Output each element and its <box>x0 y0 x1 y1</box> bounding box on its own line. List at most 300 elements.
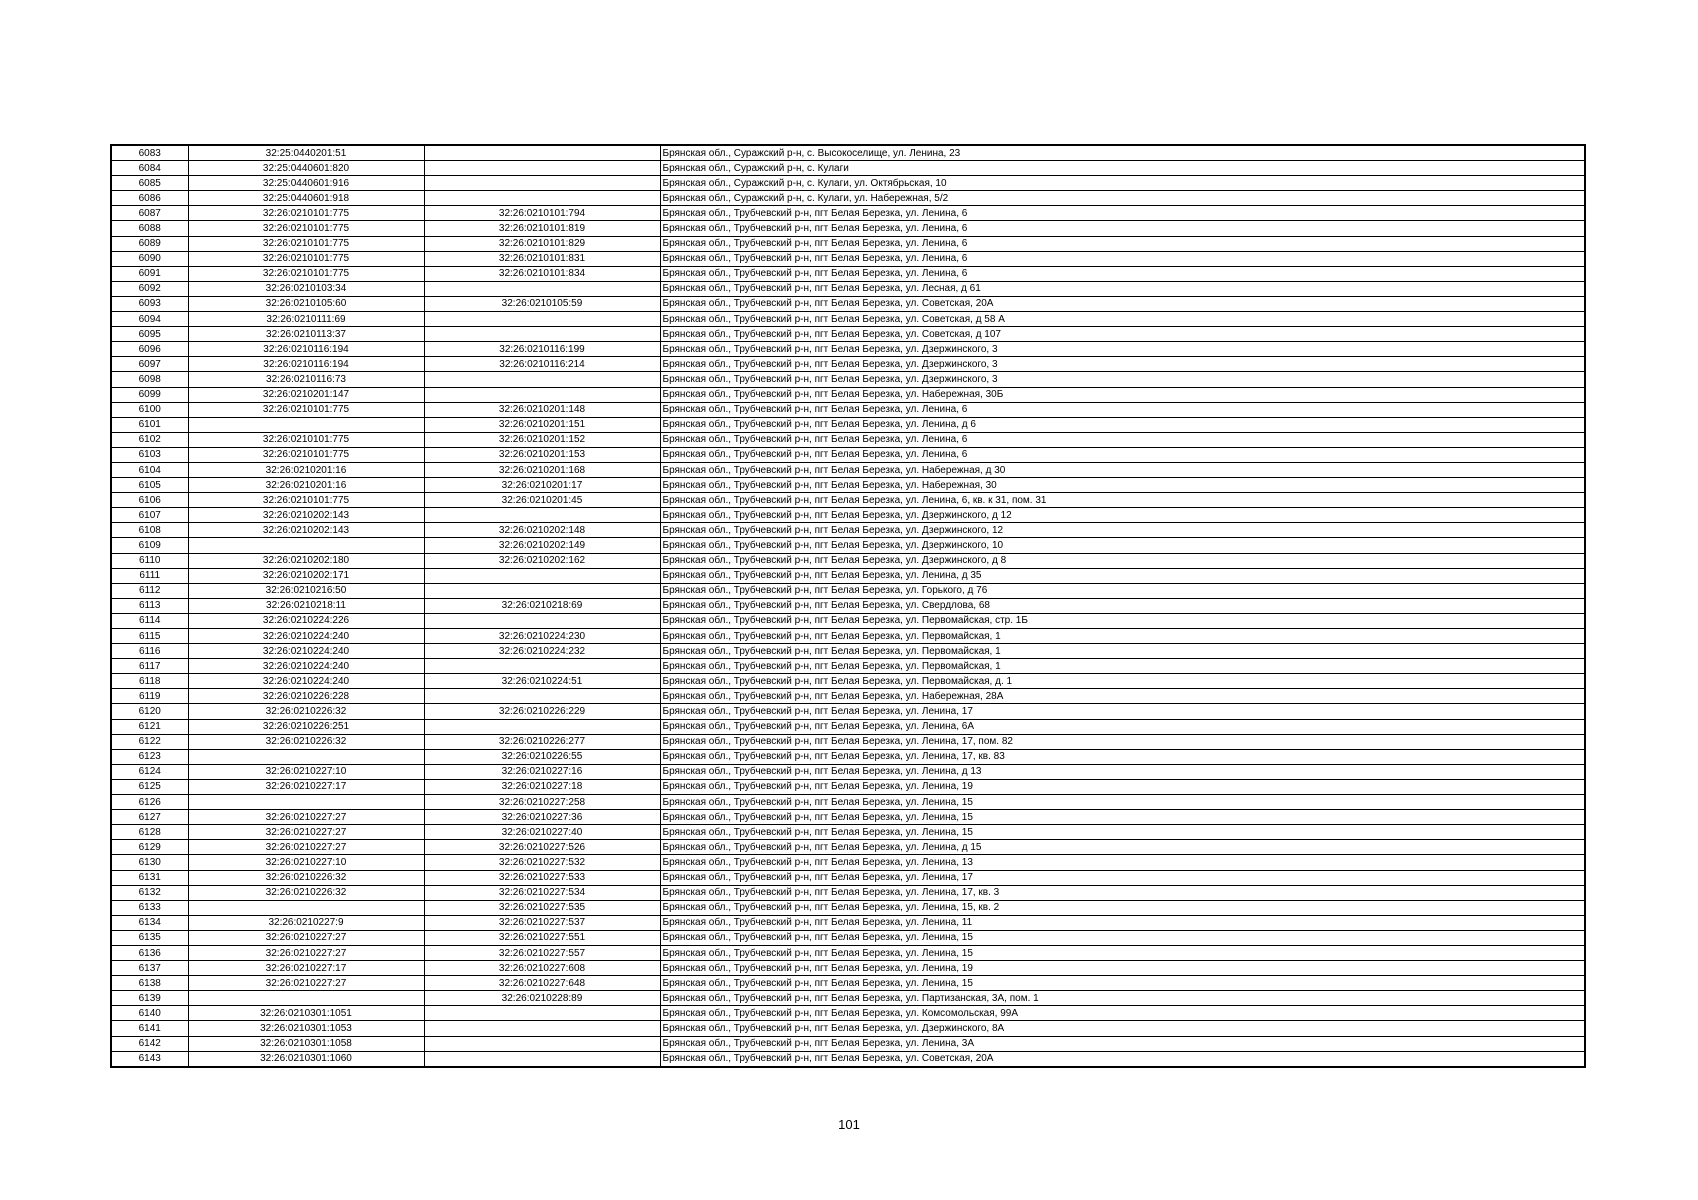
table-row <box>111 825 1585 840</box>
row-number-cell: 6112 <box>111 583 188 598</box>
cadastral-number-cell: 32:26:0210202:143 <box>188 523 424 538</box>
table-row <box>111 145 1585 161</box>
cadastral-number-cell: 32:26:0210101:775 <box>188 493 424 508</box>
cadastral-number-cell: 32:26:0210226:32 <box>188 734 424 749</box>
address-cell: Брянская обл., Трубчевский р-н, пгт Белая Березка, ул. Первомайская, стр. 1Б <box>660 613 1585 628</box>
table-row <box>111 629 1585 644</box>
table-row <box>111 674 1585 689</box>
row-number-cell: 6124 <box>111 764 188 779</box>
cadastral-number-cell: 32:25:0440201:51 <box>188 145 424 161</box>
cadastral-number-cell: 32:26:0210103:34 <box>188 281 424 296</box>
cadastral-number-cell: 32:26:0210301:1053 <box>188 1021 424 1036</box>
address-cell: Брянская обл., Трубчевский р-н, пгт Белая Березка, ул. Ленина, 17, кв. 3 <box>660 885 1585 900</box>
cadastral-number-cell: 32:26:0210111:69 <box>188 312 424 327</box>
related-cadastral-number-cell <box>424 176 660 191</box>
cadastral-number-cell: 32:26:0210101:775 <box>188 447 424 462</box>
table-row <box>111 764 1585 779</box>
address-cell: Брянская обл., Трубчевский р-н, пгт Белая Березка, ул. Ленина, 6 <box>660 402 1585 417</box>
related-cadastral-number-cell: 32:26:0210227:36 <box>424 810 660 825</box>
table-row <box>111 779 1585 794</box>
table-row <box>111 236 1585 251</box>
cadastral-number-cell: 32:25:0440601:820 <box>188 161 424 176</box>
related-cadastral-number-cell: 32:26:0210201:148 <box>424 402 660 417</box>
row-number-cell: 6119 <box>111 689 188 704</box>
related-cadastral-number-cell: 32:26:0210218:69 <box>424 598 660 613</box>
address-cell: Брянская обл., Трубчевский р-н, пгт Белая Березка, ул. Ленина, 11 <box>660 915 1585 930</box>
row-number-cell: 6133 <box>111 900 188 915</box>
cadastral-number-cell: 32:26:0210202:180 <box>188 553 424 568</box>
cadastral-number-cell: 32:26:0210101:775 <box>188 432 424 447</box>
related-cadastral-number-cell: 32:26:0210228:89 <box>424 991 660 1006</box>
row-number-cell: 6117 <box>111 659 188 674</box>
cadastral-number-cell: 32:26:0210227:10 <box>188 764 424 779</box>
table-row <box>111 583 1585 598</box>
table-row <box>111 885 1585 900</box>
address-cell: Брянская обл., Трубчевский р-н, пгт Белая Березка, ул. Ленина, д 6 <box>660 417 1585 432</box>
address-cell: Брянская обл., Трубчевский р-н, пгт Белая Березка, ул. Партизанская, 3А, пом. 1 <box>660 991 1585 1006</box>
address-cell: Брянская обл., Трубчевский р-н, пгт Белая Березка, ул. Советская, д 107 <box>660 327 1585 342</box>
row-number-cell: 6140 <box>111 1006 188 1021</box>
related-cadastral-number-cell: 32:26:0210202:149 <box>424 538 660 553</box>
cadastral-number-cell: 32:26:0210224:240 <box>188 629 424 644</box>
address-cell: Брянская обл., Трубчевский р-н, пгт Белая Березка, ул. Дзержинского, 10 <box>660 538 1585 553</box>
related-cadastral-number-cell <box>424 689 660 704</box>
cadastral-number-cell: 32:26:0210116:194 <box>188 357 424 372</box>
related-cadastral-number-cell: 32:26:0210227:535 <box>424 900 660 915</box>
related-cadastral-number-cell <box>424 1021 660 1036</box>
related-cadastral-number-cell: 32:26:0210116:214 <box>424 357 660 372</box>
related-cadastral-number-cell: 32:26:0210227:608 <box>424 961 660 976</box>
row-number-cell: 6106 <box>111 493 188 508</box>
row-number-cell: 6132 <box>111 885 188 900</box>
related-cadastral-number-cell: 32:26:0210226:277 <box>424 734 660 749</box>
cadastral-number-cell: 32:26:0210101:775 <box>188 251 424 266</box>
related-cadastral-number-cell: 32:26:0210101:834 <box>424 266 660 281</box>
cadastral-number-cell: 32:26:0210224:240 <box>188 659 424 674</box>
cadastral-number-cell <box>188 991 424 1006</box>
address-cell: Брянская обл., Трубчевский р-н, пгт Белая Березка, ул. Ленина, д 35 <box>660 568 1585 583</box>
address-cell: Брянская обл., Суражский р-н, с. Кулаги, ул. Октябрьская, 10 <box>660 176 1585 191</box>
cadastral-number-cell: 32:26:0210226:228 <box>188 689 424 704</box>
related-cadastral-number-cell <box>424 387 660 402</box>
table-row <box>111 538 1585 553</box>
cadastral-number-cell: 32:26:0210101:775 <box>188 206 424 221</box>
related-cadastral-number-cell: 32:26:0210116:199 <box>424 342 660 357</box>
row-number-cell: 6141 <box>111 1021 188 1036</box>
table-row <box>111 795 1585 810</box>
address-cell: Брянская обл., Трубчевский р-н, пгт Белая Березка, ул. Лесная, д 61 <box>660 281 1585 296</box>
address-cell: Брянская обл., Трубчевский р-н, пгт Белая Березка, ул. Ленина, 15 <box>660 825 1585 840</box>
row-number-cell: 6137 <box>111 961 188 976</box>
table-row <box>111 1051 1585 1067</box>
cadastral-table <box>110 144 1586 1068</box>
row-number-cell: 6102 <box>111 432 188 447</box>
address-cell: Брянская обл., Суражский р-н, с. Кулаги <box>660 161 1585 176</box>
address-cell: Брянская обл., Трубчевский р-н, пгт Белая Березка, ул. Ленина, д 13 <box>660 764 1585 779</box>
cadastral-number-cell: 32:26:0210201:16 <box>188 478 424 493</box>
address-cell: Брянская обл., Трубчевский р-н, пгт Белая Березка, ул. Ленина, 15 <box>660 810 1585 825</box>
related-cadastral-number-cell: 32:26:0210101:819 <box>424 221 660 236</box>
table-row <box>111 840 1585 855</box>
cadastral-number-cell: 32:26:0210301:1058 <box>188 1036 424 1051</box>
row-number-cell: 6123 <box>111 749 188 764</box>
table-row <box>111 976 1585 991</box>
address-cell: Брянская обл., Трубчевский р-н, пгт Белая Березка, ул. Ленина, 6 <box>660 236 1585 251</box>
related-cadastral-number-cell: 32:26:0210227:551 <box>424 930 660 945</box>
row-number-cell: 6109 <box>111 538 188 553</box>
row-number-cell: 6111 <box>111 568 188 583</box>
related-cadastral-number-cell: 32:26:0210202:148 <box>424 523 660 538</box>
cadastral-number-cell: 32:26:0210226:32 <box>188 704 424 719</box>
table-row <box>111 704 1585 719</box>
cadastral-number-cell: 32:26:0210227:17 <box>188 779 424 794</box>
row-number-cell: 6104 <box>111 462 188 477</box>
cadastral-number-cell: 32:26:0210226:251 <box>188 719 424 734</box>
table-row <box>111 493 1585 508</box>
address-cell: Брянская обл., Трубчевский р-н, пгт Белая Березка, ул. Ленина, 3А <box>660 1036 1585 1051</box>
address-cell: Брянская обл., Трубчевский р-н, пгт Белая Березка, ул. Свердлова, 68 <box>660 598 1585 613</box>
related-cadastral-number-cell: 32:26:0210227:557 <box>424 945 660 960</box>
address-cell: Брянская обл., Трубчевский р-н, пгт Белая Березка, ул. Дзержинского, 3 <box>660 342 1585 357</box>
address-cell: Брянская обл., Суражский р-н, с. Высокоселище, ул. Ленина, 23 <box>660 145 1585 161</box>
table-row <box>111 945 1585 960</box>
address-cell: Брянская обл., Трубчевский р-н, пгт Белая Березка, ул. Набережная, 30 <box>660 478 1585 493</box>
address-cell: Брянская обл., Трубчевский р-н, пгт Белая Березка, ул. Первомайская, 1 <box>660 629 1585 644</box>
table-row <box>111 387 1585 402</box>
related-cadastral-number-cell: 32:26:0210201:168 <box>424 462 660 477</box>
table-row <box>111 161 1585 176</box>
address-cell: Брянская обл., Трубчевский р-н, пгт Белая Березка, ул. Первомайская, д. 1 <box>660 674 1585 689</box>
address-cell: Брянская обл., Трубчевский р-н, пгт Белая Березка, ул. Ленина, 6 <box>660 432 1585 447</box>
table-row <box>111 342 1585 357</box>
related-cadastral-number-cell: 32:26:0210201:152 <box>424 432 660 447</box>
row-number-cell: 6090 <box>111 251 188 266</box>
address-cell: Брянская обл., Трубчевский р-н, пгт Белая Березка, ул. Дзержинского, д 12 <box>660 508 1585 523</box>
address-cell: Брянская обл., Трубчевский р-н, пгт Белая Березка, ул. Дзержинского, 3 <box>660 372 1585 387</box>
table-row <box>111 296 1585 311</box>
related-cadastral-number-cell <box>424 312 660 327</box>
cadastral-number-cell: 32:26:0210101:775 <box>188 266 424 281</box>
related-cadastral-number-cell: 32:26:0210101:794 <box>424 206 660 221</box>
row-number-cell: 6126 <box>111 795 188 810</box>
related-cadastral-number-cell: 32:26:0210227:537 <box>424 915 660 930</box>
address-cell: Брянская обл., Трубчевский р-н, пгт Белая Березка, ул. Горького, д 76 <box>660 583 1585 598</box>
table-row <box>111 191 1585 206</box>
row-number-cell: 6108 <box>111 523 188 538</box>
cadastral-number-cell <box>188 795 424 810</box>
table-row <box>111 251 1585 266</box>
table-row <box>111 930 1585 945</box>
address-cell: Брянская обл., Трубчевский р-н, пгт Белая Березка, ул. Советская, д 58 А <box>660 312 1585 327</box>
table-row <box>111 644 1585 659</box>
cadastral-number-cell: 32:26:0210227:27 <box>188 840 424 855</box>
row-number-cell: 6098 <box>111 372 188 387</box>
table-row <box>111 870 1585 885</box>
row-number-cell: 6095 <box>111 327 188 342</box>
address-cell: Брянская обл., Трубчевский р-н, пгт Белая Березка, ул. Ленина, 15 <box>660 930 1585 945</box>
table-row <box>111 402 1585 417</box>
table-body <box>111 145 1585 1067</box>
table-row <box>111 719 1585 734</box>
table-row <box>111 1006 1585 1021</box>
row-number-cell: 6101 <box>111 417 188 432</box>
cadastral-number-cell: 32:26:0210202:143 <box>188 508 424 523</box>
cadastral-number-cell: 32:26:0210201:147 <box>188 387 424 402</box>
row-number-cell: 6089 <box>111 236 188 251</box>
cadastral-number-cell: 32:25:0440601:916 <box>188 176 424 191</box>
table-row <box>111 508 1585 523</box>
row-number-cell: 6130 <box>111 855 188 870</box>
row-number-cell: 6096 <box>111 342 188 357</box>
related-cadastral-number-cell: 32:26:0210227:18 <box>424 779 660 794</box>
row-number-cell: 6083 <box>111 145 188 161</box>
table-row <box>111 372 1585 387</box>
row-number-cell: 6122 <box>111 734 188 749</box>
related-cadastral-number-cell: 32:26:0210227:648 <box>424 976 660 991</box>
cadastral-number-cell <box>188 900 424 915</box>
cadastral-number-cell <box>188 417 424 432</box>
address-cell: Брянская обл., Трубчевский р-н, пгт Белая Березка, ул. Дзержинского, 8А <box>660 1021 1585 1036</box>
related-cadastral-number-cell <box>424 508 660 523</box>
cadastral-number-cell: 32:26:0210224:226 <box>188 613 424 628</box>
related-cadastral-number-cell <box>424 659 660 674</box>
table-row <box>111 1036 1585 1051</box>
related-cadastral-number-cell: 32:26:0210201:153 <box>424 447 660 462</box>
row-number-cell: 6097 <box>111 357 188 372</box>
related-cadastral-number-cell <box>424 145 660 161</box>
table-row <box>111 266 1585 281</box>
row-number-cell: 6085 <box>111 176 188 191</box>
address-cell: Брянская обл., Трубчевский р-н, пгт Белая Березка, ул. Ленина, 6 <box>660 447 1585 462</box>
row-number-cell: 6129 <box>111 840 188 855</box>
row-number-cell: 6094 <box>111 312 188 327</box>
row-number-cell: 6105 <box>111 478 188 493</box>
row-number-cell: 6093 <box>111 296 188 311</box>
table-row <box>111 447 1585 462</box>
address-cell: Брянская обл., Суражский р-н, с. Кулаги, ул. Набережная, 5/2 <box>660 191 1585 206</box>
address-cell: Брянская обл., Трубчевский р-н, пгт Белая Березка, ул. Набережная, 30Б <box>660 387 1585 402</box>
related-cadastral-number-cell <box>424 191 660 206</box>
address-cell: Брянская обл., Трубчевский р-н, пгт Белая Березка, ул. Ленина, 15 <box>660 945 1585 960</box>
related-cadastral-number-cell <box>424 161 660 176</box>
address-cell: Брянская обл., Трубчевский р-н, пгт Белая Березка, ул. Ленина, 15 <box>660 795 1585 810</box>
address-cell: Брянская обл., Трубчевский р-н, пгт Белая Березка, ул. Набережная, д 30 <box>660 462 1585 477</box>
address-cell: Брянская обл., Трубчевский р-н, пгт Белая Березка, ул. Советская, 20А <box>660 296 1585 311</box>
row-number-cell: 6125 <box>111 779 188 794</box>
cadastral-number-cell: 32:26:0210227:27 <box>188 976 424 991</box>
related-cadastral-number-cell <box>424 327 660 342</box>
row-number-cell: 6120 <box>111 704 188 719</box>
cadastral-number-cell: 32:26:0210201:16 <box>188 462 424 477</box>
cadastral-number-cell: 32:26:0210105:60 <box>188 296 424 311</box>
row-number-cell: 6135 <box>111 930 188 945</box>
related-cadastral-number-cell <box>424 719 660 734</box>
related-cadastral-number-cell: 32:26:0210202:162 <box>424 553 660 568</box>
table-row <box>111 312 1585 327</box>
address-cell: Брянская обл., Трубчевский р-н, пгт Белая Березка, ул. Ленина, 17 <box>660 870 1585 885</box>
address-cell: Брянская обл., Трубчевский р-н, пгт Белая Березка, ул. Ленина, 6 <box>660 266 1585 281</box>
related-cadastral-number-cell <box>424 1006 660 1021</box>
table-row <box>111 206 1585 221</box>
table-row <box>111 523 1585 538</box>
related-cadastral-number-cell: 32:26:0210101:831 <box>424 251 660 266</box>
cadastral-number-cell: 32:26:0210226:32 <box>188 870 424 885</box>
address-cell: Брянская обл., Трубчевский р-н, пгт Белая Березка, ул. Дзержинского, д 8 <box>660 553 1585 568</box>
row-number-cell: 6128 <box>111 825 188 840</box>
table-row <box>111 568 1585 583</box>
table-row <box>111 961 1585 976</box>
address-cell: Брянская обл., Трубчевский р-н, пгт Белая Березка, ул. Ленина, 6 <box>660 221 1585 236</box>
address-cell: Брянская обл., Трубчевский р-н, пгт Белая Березка, ул. Ленина, 19 <box>660 779 1585 794</box>
cadastral-number-cell: 32:26:0210202:171 <box>188 568 424 583</box>
cadastral-number-cell: 32:26:0210227:27 <box>188 810 424 825</box>
related-cadastral-number-cell: 32:26:0210227:16 <box>424 764 660 779</box>
table-row <box>111 734 1585 749</box>
cadastral-number-cell: 32:26:0210216:50 <box>188 583 424 598</box>
row-number-cell: 6114 <box>111 613 188 628</box>
table-row <box>111 553 1585 568</box>
related-cadastral-number-cell: 32:26:0210224:51 <box>424 674 660 689</box>
address-cell: Брянская обл., Трубчевский р-н, пгт Белая Березка, ул. Ленина, 15 <box>660 976 1585 991</box>
cadastral-number-cell: 32:26:0210301:1060 <box>188 1051 424 1067</box>
related-cadastral-number-cell: 32:26:0210227:534 <box>424 885 660 900</box>
table-row <box>111 749 1585 764</box>
address-cell: Брянская обл., Трубчевский р-н, пгт Белая Березка, ул. Первомайская, 1 <box>660 644 1585 659</box>
address-cell: Брянская обл., Трубчевский р-н, пгт Белая Березка, ул. Набережная, 28А <box>660 689 1585 704</box>
related-cadastral-number-cell: 32:26:0210224:232 <box>424 644 660 659</box>
address-cell: Брянская обл., Трубчевский р-н, пгт Белая Березка, ул. Ленина, 13 <box>660 855 1585 870</box>
table-row <box>111 689 1585 704</box>
address-cell: Брянская обл., Трубчевский р-н, пгт Белая Березка, ул. Ленина, 17, кв. 83 <box>660 749 1585 764</box>
row-number-cell: 6131 <box>111 870 188 885</box>
row-number-cell: 6118 <box>111 674 188 689</box>
table-row <box>111 598 1585 613</box>
cadastral-number-cell: 32:26:0210227:10 <box>188 855 424 870</box>
related-cadastral-number-cell: 32:26:0210227:526 <box>424 840 660 855</box>
table-row <box>111 357 1585 372</box>
row-number-cell: 6138 <box>111 976 188 991</box>
related-cadastral-number-cell: 32:26:0210227:40 <box>424 825 660 840</box>
row-number-cell: 6139 <box>111 991 188 1006</box>
table-row <box>111 221 1585 236</box>
row-number-cell: 6107 <box>111 508 188 523</box>
row-number-cell: 6121 <box>111 719 188 734</box>
related-cadastral-number-cell: 32:26:0210227:258 <box>424 795 660 810</box>
related-cadastral-number-cell: 32:26:0210224:230 <box>424 629 660 644</box>
table-row <box>111 462 1585 477</box>
row-number-cell: 6127 <box>111 810 188 825</box>
cadastral-number-cell: 32:26:0210224:240 <box>188 674 424 689</box>
address-cell: Брянская обл., Трубчевский р-н, пгт Белая Березка, ул. Ленина, д 15 <box>660 840 1585 855</box>
table-row <box>111 281 1585 296</box>
row-number-cell: 6110 <box>111 553 188 568</box>
cadastral-number-cell: 32:26:0210116:73 <box>188 372 424 387</box>
related-cadastral-number-cell <box>424 1051 660 1067</box>
address-cell: Брянская обл., Трубчевский р-н, пгт Белая Березка, ул. Ленина, 6 <box>660 206 1585 221</box>
table-row <box>111 432 1585 447</box>
related-cadastral-number-cell <box>424 1036 660 1051</box>
cadastral-number-cell: 32:26:0210227:27 <box>188 825 424 840</box>
address-cell: Брянская обл., Трубчевский р-н, пгт Белая Березка, ул. Ленина, 19 <box>660 961 1585 976</box>
related-cadastral-number-cell <box>424 613 660 628</box>
table-row <box>111 915 1585 930</box>
table-row <box>111 900 1585 915</box>
related-cadastral-number-cell: 32:26:0210101:829 <box>424 236 660 251</box>
cadastral-number-cell: 32:26:0210227:17 <box>188 961 424 976</box>
table-row <box>111 327 1585 342</box>
cadastral-number-cell: 32:26:0210227:27 <box>188 930 424 945</box>
row-number-cell: 6103 <box>111 447 188 462</box>
related-cadastral-number-cell <box>424 583 660 598</box>
address-cell: Брянская обл., Трубчевский р-н, пгт Белая Березка, ул. Дзержинского, 3 <box>660 357 1585 372</box>
address-cell: Брянская обл., Трубчевский р-н, пгт Белая Березка, ул. Ленина, 17, пом. 82 <box>660 734 1585 749</box>
table-row <box>111 1021 1585 1036</box>
row-number-cell: 6116 <box>111 644 188 659</box>
cadastral-number-cell <box>188 749 424 764</box>
cadastral-number-cell: 32:26:0210101:775 <box>188 221 424 236</box>
cadastral-number-cell: 32:25:0440601:918 <box>188 191 424 206</box>
cadastral-number-cell: 32:26:0210101:775 <box>188 236 424 251</box>
row-number-cell: 6099 <box>111 387 188 402</box>
cadastral-number-cell: 32:26:0210227:27 <box>188 945 424 960</box>
cadastral-number-cell: 32:26:0210226:32 <box>188 885 424 900</box>
related-cadastral-number-cell: 32:26:0210201:151 <box>424 417 660 432</box>
table-row <box>111 991 1585 1006</box>
cadastral-number-cell: 32:26:0210301:1051 <box>188 1006 424 1021</box>
cadastral-number-cell: 32:26:0210101:775 <box>188 402 424 417</box>
table-row <box>111 478 1585 493</box>
row-number-cell: 6113 <box>111 598 188 613</box>
address-cell: Брянская обл., Трубчевский р-н, пгт Белая Березка, ул. Ленина, 15, кв. 2 <box>660 900 1585 915</box>
row-number-cell: 6134 <box>111 915 188 930</box>
cadastral-number-cell <box>188 538 424 553</box>
row-number-cell: 6143 <box>111 1051 188 1067</box>
table-row <box>111 810 1585 825</box>
table-row <box>111 176 1585 191</box>
address-cell: Брянская обл., Трубчевский р-н, пгт Белая Березка, ул. Ленина, 6А <box>660 719 1585 734</box>
related-cadastral-number-cell <box>424 372 660 387</box>
row-number-cell: 6091 <box>111 266 188 281</box>
address-cell: Брянская обл., Трубчевский р-н, пгт Белая Березка, ул. Первомайская, 1 <box>660 659 1585 674</box>
row-number-cell: 6142 <box>111 1036 188 1051</box>
table-row <box>111 659 1585 674</box>
related-cadastral-number-cell: 32:26:0210201:17 <box>424 478 660 493</box>
related-cadastral-number-cell: 32:26:0210105:59 <box>424 296 660 311</box>
row-number-cell: 6092 <box>111 281 188 296</box>
cadastral-number-cell: 32:26:0210113:37 <box>188 327 424 342</box>
related-cadastral-number-cell: 32:26:0210227:533 <box>424 870 660 885</box>
row-number-cell: 6115 <box>111 629 188 644</box>
cadastral-number-cell: 32:26:0210218:11 <box>188 598 424 613</box>
row-number-cell: 6084 <box>111 161 188 176</box>
related-cadastral-number-cell <box>424 568 660 583</box>
table-row <box>111 417 1585 432</box>
address-cell: Брянская обл., Трубчевский р-н, пгт Белая Березка, ул. Ленина, 6 <box>660 251 1585 266</box>
cadastral-number-cell: 32:26:0210224:240 <box>188 644 424 659</box>
address-cell: Брянская обл., Трубчевский р-н, пгт Белая Березка, ул. Ленина, 17 <box>660 704 1585 719</box>
related-cadastral-number-cell: 32:26:0210226:229 <box>424 704 660 719</box>
related-cadastral-number-cell: 32:26:0210226:55 <box>424 749 660 764</box>
row-number-cell: 6087 <box>111 206 188 221</box>
address-cell: Брянская обл., Трубчевский р-н, пгт Белая Березка, ул. Дзержинского, 12 <box>660 523 1585 538</box>
related-cadastral-number-cell: 32:26:0210201:45 <box>424 493 660 508</box>
table-row <box>111 855 1585 870</box>
row-number-cell: 6136 <box>111 945 188 960</box>
address-cell: Брянская обл., Трубчевский р-н, пгт Белая Березка, ул. Ленина, 6, кв. к 31, пом. 31 <box>660 493 1585 508</box>
page-number: 101 <box>838 1117 860 1132</box>
row-number-cell: 6088 <box>111 221 188 236</box>
table-row <box>111 613 1585 628</box>
